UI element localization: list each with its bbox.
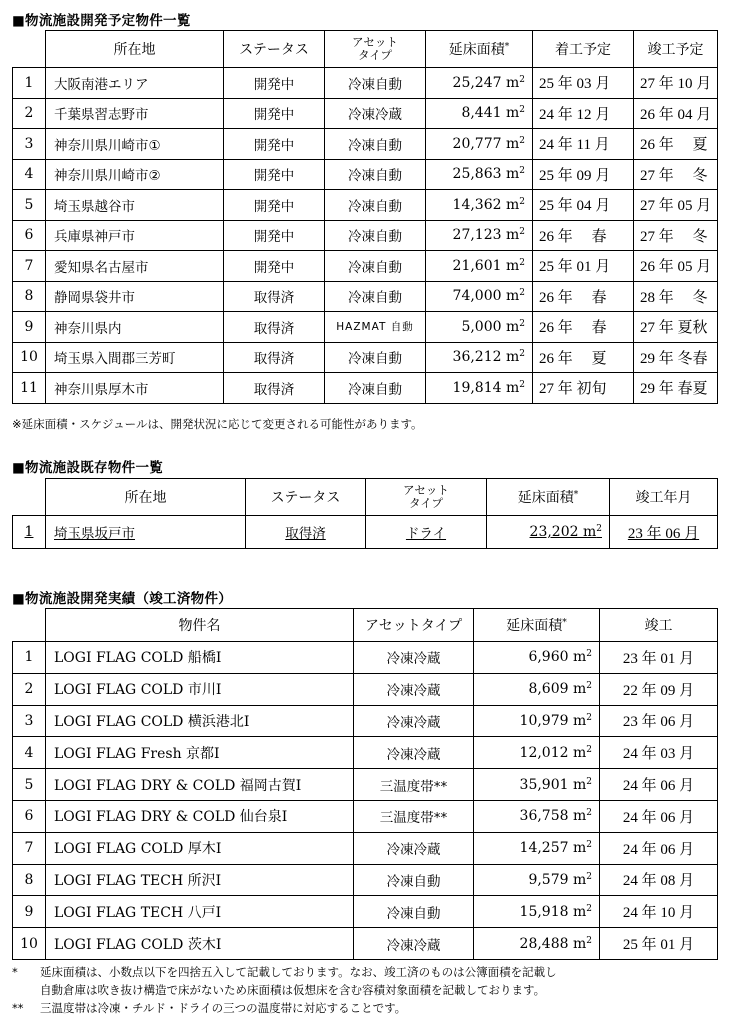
- location-cell: 神奈川県厚木市: [46, 373, 224, 404]
- completion-date-cell: 24 年 08 月: [600, 864, 718, 896]
- table-row: [13, 312, 718, 343]
- table-row: [13, 281, 718, 312]
- status-cell: 開発中: [224, 159, 325, 190]
- completion-date-cell: 23 年 01 月: [600, 642, 718, 674]
- asset-type-cell: 冷凍自動: [354, 896, 474, 928]
- track-header-3: 竣工: [600, 609, 718, 642]
- row-number: 8: [13, 281, 46, 312]
- row-number: 11: [13, 373, 46, 404]
- table-row: [13, 800, 718, 832]
- property-name-cell: LOGI FLAG Fresh 京都Ⅰ: [46, 737, 354, 769]
- table-row: [13, 864, 718, 896]
- location-cell: 埼玉県入間郡三芳町: [46, 342, 224, 373]
- floor-area-cell: 14,257 $m^2$: [474, 832, 600, 864]
- property-name-cell: LOGI FLAG COLD 横浜港北Ⅰ: [46, 705, 354, 737]
- asset-type-cell: 冷凍冷蔵: [354, 928, 474, 960]
- dev-plan-table: [12, 30, 718, 404]
- location-cell: 埼玉県坂戸市: [46, 516, 246, 549]
- location-cell: 大阪南港エリア: [46, 68, 224, 99]
- completion-date-cell: 24 年 06 月: [600, 800, 718, 832]
- location-cell: 神奈川県川崎市①: [46, 129, 224, 160]
- existing-title: ■物流施設既存物件一覧: [12, 460, 164, 476]
- start-date-cell: 25 年 04 月: [533, 190, 634, 221]
- existing-header-1: ステータス: [246, 479, 366, 516]
- location-cell: 静岡県袋井市: [46, 281, 224, 312]
- status-cell: 開発中: [224, 129, 325, 160]
- property-name-cell: LOGI FLAG COLD 厚木Ⅰ: [46, 832, 354, 864]
- dev-plan-header-2: アセット タイプ: [325, 31, 426, 68]
- footnote-1-line-1: 延床面積は、小数点以下を四捨五入して記載しております。なお、竣工済のものは公簿面積を記載し: [40, 965, 557, 979]
- dev-plan-header-1: ステータス: [224, 31, 325, 68]
- asset-type-cell: 冷凍自動: [325, 281, 426, 312]
- asset-type-cell: 冷凍自動: [354, 864, 474, 896]
- completion-date-cell: 26 年 04 月: [634, 98, 718, 129]
- dev-plan-header-0: 所在地: [46, 31, 224, 68]
- property-name-cell: LOGI FLAG COLD 船橋Ⅰ: [46, 642, 354, 674]
- completion-date-cell: 25 年 01 月: [600, 928, 718, 960]
- property-name-cell: LOGI FLAG COLD 茨木Ⅰ: [46, 928, 354, 960]
- existing-header-0: 所在地: [46, 479, 246, 516]
- row-number: 10: [13, 342, 46, 373]
- track-header-0: 物件名: [46, 609, 354, 642]
- start-date-cell: 26 年 春: [533, 312, 634, 343]
- completion-date-cell: 24 年 06 月: [600, 769, 718, 801]
- location-cell: 埼玉県越谷市: [46, 190, 224, 221]
- footnote-1: [12, 964, 557, 980]
- row-number: 7: [13, 832, 46, 864]
- status-cell: 取得済: [224, 312, 325, 343]
- start-date-cell: 24 年 11 月: [533, 129, 634, 160]
- property-name-cell: LOGI FLAG DRY & COLD 福岡古賀Ⅰ: [46, 769, 354, 801]
- row-number: 7: [13, 251, 46, 282]
- track-header-2: 延床面積*: [474, 609, 600, 642]
- floor-area-cell: 12,012 $m^2$: [474, 737, 600, 769]
- table-row: [13, 342, 718, 373]
- status-cell: 取得済: [224, 342, 325, 373]
- asset-type-cell: 冷凍自動: [325, 251, 426, 282]
- location-cell: 兵庫県神戸市: [46, 220, 224, 251]
- row-number: 1: [13, 642, 46, 674]
- asset-type-cell: 冷凍自動: [325, 159, 426, 190]
- table-row: [13, 373, 718, 404]
- asset-type-cell: 冷凍自動: [325, 342, 426, 373]
- floor-area-cell: 9,579 $m^2$: [474, 864, 600, 896]
- floor-area-cell: 8,609 $m^2$: [474, 673, 600, 705]
- floor-area-cell: 15,918 $m^2$: [474, 896, 600, 928]
- asset-type-cell: 冷凍自動: [325, 129, 426, 160]
- completion-date-cell: 24 年 06 月: [600, 832, 718, 864]
- floor-area-cell: 27,123 $m^2$: [426, 220, 533, 251]
- dev-plan-header-4: 着工予定: [533, 31, 634, 68]
- dev-plan-title: ■物流施設開発予定物件一覧: [12, 13, 191, 29]
- asset-type-cell: 冷凍自動: [325, 220, 426, 251]
- asset-type-cell: HAZMAT 自動: [325, 312, 426, 343]
- start-date-cell: 25 年 09 月: [533, 159, 634, 190]
- completion-date-cell: 29 年 冬春: [634, 342, 718, 373]
- asset-type-cell: 三温度帯**: [354, 800, 474, 832]
- completion-date-cell: 27 年 冬: [634, 159, 718, 190]
- floor-area-cell: 20,777 $m^2$: [426, 129, 533, 160]
- track-table: [12, 608, 718, 960]
- row-number: 2: [13, 98, 46, 129]
- completion-date-cell: 27 年 夏秋: [634, 312, 718, 343]
- table-row: [13, 516, 718, 549]
- property-name-cell: LOGI FLAG TECH 所沢Ⅰ: [46, 864, 354, 896]
- floor-area-cell: 19,814 $m^2$: [426, 373, 533, 404]
- floor-area-cell: 10,979 $m^2$: [474, 705, 600, 737]
- asset-type-cell: ドライ: [366, 516, 487, 549]
- start-date-cell: 26 年 夏: [533, 342, 634, 373]
- table-row: [13, 928, 718, 960]
- asset-type-cell: 冷凍冷蔵: [354, 673, 474, 705]
- track-title: ■物流施設開発実績（竣工済物件）: [12, 591, 233, 607]
- footnote-1-mark: *: [12, 965, 18, 979]
- floor-area-cell: 28,488 $m^2$: [474, 928, 600, 960]
- floor-area-cell: 5,000 $m^2$: [426, 312, 533, 343]
- dev-plan-header-5: 竣工予定: [634, 31, 718, 68]
- row-number: 4: [13, 159, 46, 190]
- floor-area-cell: 23,202 $m^2$: [487, 516, 610, 549]
- location-cell: 神奈川県内: [46, 312, 224, 343]
- table-row: [13, 673, 718, 705]
- table-row: [13, 832, 718, 864]
- completion-date-cell: 24 年 03 月: [600, 737, 718, 769]
- existing-header-4: 竣工年月: [610, 479, 718, 516]
- existing-header-2: アセット タイプ: [366, 479, 487, 516]
- property-name-cell: LOGI FLAG TECH 八戸Ⅰ: [46, 896, 354, 928]
- asset-type-cell: 冷凍自動: [325, 373, 426, 404]
- location-cell: 愛知県名古屋市: [46, 251, 224, 282]
- asset-type-cell: 冷凍自動: [325, 68, 426, 99]
- start-date-cell: 25 年 03 月: [533, 68, 634, 99]
- asset-type-cell: 冷凍自動: [325, 190, 426, 221]
- completion-date-cell: 29 年 春夏: [634, 373, 718, 404]
- row-number: 5: [13, 769, 46, 801]
- floor-area-cell: 6,960 $m^2$: [474, 642, 600, 674]
- table-row: [13, 159, 718, 190]
- row-number: 3: [13, 129, 46, 160]
- row-number: 1: [13, 68, 46, 99]
- completion-date-cell: 28 年 冬: [634, 281, 718, 312]
- table-row: [13, 642, 718, 674]
- status-cell: 開発中: [224, 190, 325, 221]
- start-date-cell: 26 年 春: [533, 281, 634, 312]
- footnote-1-cont: 自動倉庫は吹き抜け構造で床がないため床面積は仮想床を含む容積対象面積を記載しております。: [40, 983, 546, 997]
- row-number: 8: [13, 864, 46, 896]
- floor-area-cell: 21,601 $m^2$: [426, 251, 533, 282]
- completion-date-cell: 23 年 06 月: [610, 516, 718, 549]
- row-number: 10: [13, 928, 46, 960]
- asset-type-cell: 冷凍冷蔵: [354, 737, 474, 769]
- floor-area-cell: 74,000 $m^2$: [426, 281, 533, 312]
- completion-date-cell: 27 年 05 月: [634, 190, 718, 221]
- start-date-cell: 27 年 初旬: [533, 373, 634, 404]
- completion-date-cell: 23 年 06 月: [600, 705, 718, 737]
- dev-plan-note: ※延床面積・スケジュールは、開発状況に応じて変更される可能性があります。: [12, 417, 423, 431]
- table-row: [13, 769, 718, 801]
- row-number: 6: [13, 800, 46, 832]
- asset-type-cell: 冷凍冷蔵: [354, 642, 474, 674]
- status-cell: 開発中: [224, 68, 325, 99]
- floor-area-cell: 14,362 $m^2$: [426, 190, 533, 221]
- asset-type-cell: 三温度帯**: [354, 769, 474, 801]
- track-header-blank: [13, 609, 46, 642]
- start-date-cell: 26 年 春: [533, 220, 634, 251]
- completion-date-cell: 24 年 10 月: [600, 896, 718, 928]
- table-row: [13, 737, 718, 769]
- footnote-2-mark: **: [12, 1001, 24, 1015]
- row-number: 3: [13, 705, 46, 737]
- table-row: [13, 251, 718, 282]
- status-cell: 取得済: [246, 516, 366, 549]
- asset-type-cell: 冷凍冷蔵: [354, 832, 474, 864]
- location-cell: 千葉県習志野市: [46, 98, 224, 129]
- completion-date-cell: 22 年 09 月: [600, 673, 718, 705]
- floor-area-cell: 36,758 $m^2$: [474, 800, 600, 832]
- row-number: 9: [13, 896, 46, 928]
- asset-type-cell: 冷凍冷蔵: [325, 98, 426, 129]
- completion-date-cell: 26 年 05 月: [634, 251, 718, 282]
- table-row: [13, 68, 718, 99]
- completion-date-cell: 27 年 10 月: [634, 68, 718, 99]
- table-row: [13, 896, 718, 928]
- completion-date-cell: 27 年 冬: [634, 220, 718, 251]
- existing-table: [12, 478, 718, 549]
- row-number: 2: [13, 673, 46, 705]
- footnote-2: [12, 1000, 406, 1016]
- property-name-cell: LOGI FLAG DRY & COLD 仙台泉Ⅰ: [46, 800, 354, 832]
- row-number: 5: [13, 190, 46, 221]
- table-row: [13, 190, 718, 221]
- row-number: 1: [13, 516, 46, 549]
- floor-area-cell: 25,247 $m^2$: [426, 68, 533, 99]
- status-cell: 取得済: [224, 373, 325, 404]
- table-row: [13, 98, 718, 129]
- existing-header-blank: [13, 479, 46, 516]
- row-number: 4: [13, 737, 46, 769]
- property-name-cell: LOGI FLAG COLD 市川Ⅰ: [46, 673, 354, 705]
- start-date-cell: 25 年 01 月: [533, 251, 634, 282]
- table-row: [13, 220, 718, 251]
- status-cell: 開発中: [224, 220, 325, 251]
- floor-area-cell: 25,863 $m^2$: [426, 159, 533, 190]
- table-row: [13, 129, 718, 160]
- dev-plan-header-3: 延床面積*: [426, 31, 533, 68]
- location-cell: 神奈川県川崎市②: [46, 159, 224, 190]
- track-header-1: アセットタイプ: [354, 609, 474, 642]
- asset-type-cell: 冷凍冷蔵: [354, 705, 474, 737]
- row-number: 9: [13, 312, 46, 343]
- existing-header-3: 延床面積*: [487, 479, 610, 516]
- status-cell: 取得済: [224, 281, 325, 312]
- floor-area-cell: 8,441 $m^2$: [426, 98, 533, 129]
- footnote-2-line-1: 三温度帯は冷凍・チルド・ドライの三つの温度帯に対応することです。: [40, 1001, 407, 1015]
- dev-plan-header-blank: [13, 31, 46, 68]
- floor-area-cell: 35,901 $m^2$: [474, 769, 600, 801]
- completion-date-cell: 26 年 夏: [634, 129, 718, 160]
- row-number: 6: [13, 220, 46, 251]
- status-cell: 開発中: [224, 98, 325, 129]
- start-date-cell: 24 年 12 月: [533, 98, 634, 129]
- table-row: [13, 705, 718, 737]
- status-cell: 開発中: [224, 251, 325, 282]
- floor-area-cell: 36,212 $m^2$: [426, 342, 533, 373]
